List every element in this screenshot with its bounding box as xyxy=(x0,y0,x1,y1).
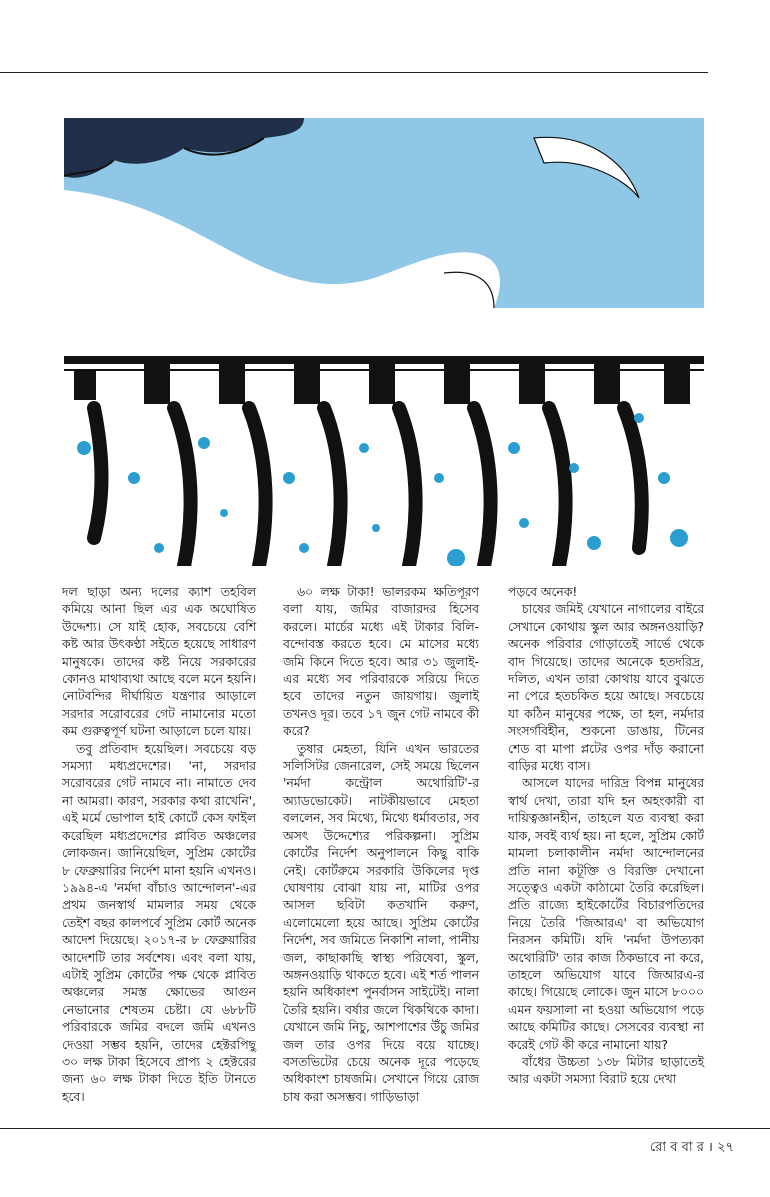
paragraph: দল ছাড়া অন্য দলের ক্যাশ তহবিল কমিয়ে আনা ছিল এর এক অঘোষিত উদ্দেশ্য। সে যাই হোক, সবচেয়ে বেশি কষ্ট আর উৎকণ্ঠা সইতে হয়েছে সাধারণ মানুষকে। তাদের কষ্ট নিয়ে সরকারের কোনও মাথাব্যথা আছে বলে মনে হয়নি। নোটবন্দির দীর্ঘায়িত যন্ত্রণার আড়ালে সরদার সরোবরের গেট নামানোর মতো কম গুরুত্বপূর্ণ ঘটনা আড়ালে চলে যায়। xyxy=(62,585,256,739)
paragraph: আসলে যাদের দারিদ্র বিপন্ন মানুষের স্বার্থ দেখা, তারা যদি হন অহংকারী বা দায়িত্বজ্ঞানহীন, তাহলে যত ব্যবস্থা করা যাক, সবই ব্যর্থ হয়। না হলে, সুপ্রিম কোর্ট মামলা চলাকালীন নর্মদা আন্দোলনের প্রতি নানা কটূক্তি ও বিরক্তি দেখানো সত্ত্বেও একটা কাঠামো তৈরি করেছিল। প্রতি রাজ্যে হাইকোর্টের বিচারপতিদের নিয়ে তৈরি 'জিআরএ' বা অভিযোগ নিরসন কমিটি। যদি 'নর্মদা উপত্যকা অথোরিটি' তার কাজ ঠিকভাবে না করে, তাহলে অভিযোগ যাবে জিআরএ-র কাছে। গিয়েছে লোকে। জুন মাসে ৮০০০ এমন ফয়সালা না হওয়া অভিযোগ পড়ে আছে কমিটির কাছে। সেসবের ব্যবস্থা না করেই গেট কী করে নামানো যায়? xyxy=(508,776,704,1052)
magazine-name: রো ব বা র xyxy=(649,1140,704,1155)
dam-illustration xyxy=(64,118,704,566)
top-rule xyxy=(0,72,708,73)
paragraph: তুষার মেহতা, যিনি এখন ভারতের সলিসিটর জেনারেল, সেই সময়ে ছিলেন 'নর্মদা কন্ট্রোল অথোরিটি'-র অ্যাডভোকেট। নাটকীয়ভাবে মেহতা বললেন, সব মিথ্যে, মিথ্যে ধর্মাবতার, সব অসৎ উদ্দেশ্যের পরিকল্পনা। সুপ্রিম কোর্টের নির্দেশ অনুপালনে কিছু বাকি নেই। কোর্টরুমে সরকারি উকিলের দৃপ্ত ঘোষণায় বোঝা যায় না, মাটির ওপর আসল ছবিটা কতখানি করুণ, এলোমেলো হয়ে আছে। সুপ্রিম কোর্টের নির্দেশ, সব জমিতে নিকাশি নালা, পানীয় জল, কাছাকাছি স্বাস্থ্য পরিষেবা, স্কুল, অঙ্গনওয়াড়ি থাকতে হবে। এই শর্ত পালন হয়নি অধিকাংশ পুনর্বাসন সাইটেই। নালা তৈরি হয়নি। বর্ষার জলে থিকথিকে কাদা। যেখানে জমি নিচু, আশপাশের উঁচু জমির জল তার ওপর দিয়ে বয়ে যাচ্ছে। বসতভিটের চেয়ে অনেক দূরে পড়েছে অধিকাংশ চাষজমি। সেখানে গিয়ে রোজ চাষ করা অসম্ভব। গাড়িভাড়া xyxy=(283,741,479,1104)
article-column-1 xyxy=(62,584,256,1106)
article-column-2 xyxy=(283,584,479,1106)
water-drops xyxy=(77,413,688,566)
page-number: ২৭ xyxy=(717,1140,734,1155)
gate-pillars xyxy=(74,364,690,404)
paragraph: তবু প্রতিবাদ হয়েছিল। সবচেয়ে বড় সমস্যা মধ্যপ্রদেশের। 'না, সরদার সরোবরের গেট নামবে না। নামাতে দেব না আমরা। কারণ, সরকার কথা রাখেনি', এই মর্মে ভোপাল হাই কোর্টে কেস ফাইল করেছিল মধ্যপ্রদেশের প্লাবিত অঞ্চলের লোকজন। জানিয়েছিল, সুপ্রিম কোর্টের ৮ ফেব্রুয়ারির নির্দেশ মানা হয়নি এখনও। ১৯৯৪-এ 'নর্মদা বাঁচাও আন্দোলন'-এর প্রথম জনস্বার্থ মামলার সময় থেকে তেইশ বছর কালপর্বে সুপ্রিম কোর্ট অনেক আদেশ দিয়েছে। ২০১৭-র ৮ ফেব্রুয়ারির আদেশটি তার সর্বশেষ। এবং বলা যায়, এটাই সুপ্রিম কোর্টের পক্ষ থেকে প্লাবিত অঞ্চলের সমস্ত ক্ষোভের আগুন নেভানোর শেষতম চেষ্টা। যে ৬৮৮টি পরিবারকে জমির বদলে জমি এখনও দেওয়া সম্ভব হয়নি, তাদের হেক্টরপিছু ৩০ লক্ষ টাকা হিসেবে প্রাপ্য ২ হেক্টরের জন্য ৬০ লক্ষ টাকা দিতে ইতি টানতে হবে। xyxy=(62,741,256,1104)
bottom-rule xyxy=(0,1128,770,1129)
paragraph: চাষের জমিই যেখানে নাগালের বাইরে সেখানে কোথায় স্কুল আর অঙ্গনওয়াড়ি? অনেক পরিবার গোড়াতেই সার্ভে থেকে বাদ গিয়েছে। তাদের অনেকে হতদরিদ্র, দলিত, এখন তারা কোথায় যাবে বুঝতে না পেরে হতচকিত হয়ে আছে। সবচেয়ে যা কঠিন মানুষের পক্ষে, তা হল, নর্মদার সংসর্গবিহীন, শুকনো ডাঙায়, টিনের শেড বা মাপা প্লটের ওপর দাঁড় করানো বাড়ির মধ্যে বাস। xyxy=(508,602,704,774)
paragraph: বাঁধের উচ্চতা ১৩৮ মিটার ছাড়াতেই আর একটা সমস্যা বিরাট হয়ে দেখা xyxy=(508,1054,704,1087)
spillway-streams xyxy=(94,408,642,566)
paragraph: পড়বে অনেক! xyxy=(508,585,578,599)
page-footer xyxy=(650,1137,734,1159)
footer-separator: । xyxy=(708,1140,713,1155)
dam-rail xyxy=(64,356,704,364)
paragraph: ৬০ লক্ষ টাকা! ভালরকম ক্ষতিপূরণ বলা যায়, জমির বাজারদর হিসেব করলে। মার্চের মধ্যে এই টাকার বিলি-বন্দোবস্ত করতে হবে। মে মাসের মধ্যে জমি কিনে দিতে হবে। আর ৩১ জুলাই-এর মধ্যে সব পরিবারকে সরিয়ে দিতে হবে তাদের নতুন জায়গায়। জুলাই তখনও দূর। তবে ১৭ জুন গেট নামবে কী করে? xyxy=(283,585,479,739)
dam-sluice-gates-illustration xyxy=(64,118,704,566)
article-column-3 xyxy=(508,584,704,1089)
